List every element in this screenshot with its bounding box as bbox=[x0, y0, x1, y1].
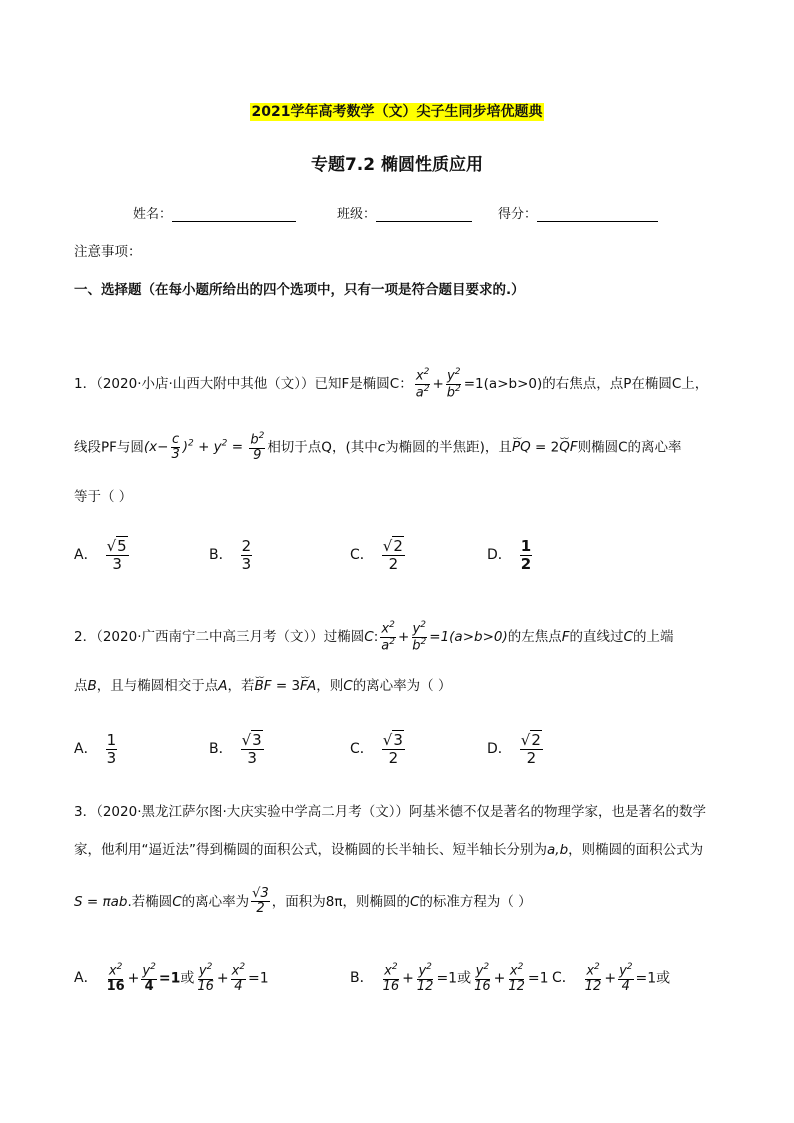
banner bbox=[0, 101, 794, 121]
q1-line2: 线段PF与圆(x− $\frac{c}{3}$ )$^2 + y^2$ = $\frac{b^2}{9}$ 相切于点Q，(其中c为椭圆的半焦距)，且⌣⌣ PQ = 2⌣⌣ QF则椭圆C的离心率 bbox=[74, 432, 764, 463]
q2-line2: 点B，且与椭圆相交于点A，若⌣⌣ BF = 3⌣⌣ FA，则C的离心率为（ ） bbox=[74, 676, 764, 696]
name-label: 姓名： bbox=[133, 207, 173, 222]
class-label: 班级： bbox=[337, 207, 377, 222]
notice-label: 注意事项： bbox=[74, 244, 142, 260]
q3-option-b[interactable]: B． $\frac{x^2}{16}$ + $\frac{y^2}{12}$ =1或 $\frac{y^2}{16}$ + $\frac{x^2}{12}$ =1 bbox=[350, 962, 549, 994]
q1-option-a[interactable]: A． $\frac{√5}{3}$ bbox=[74, 537, 127, 573]
q3-option-a[interactable]: A． $\frac{x^2}{16}$ + $\frac{y^2}{4}$ =1或 $\frac{y^2}{16}$ + $\frac{x^2}{4}$ =1 bbox=[74, 962, 269, 994]
q2-option-d[interactable]: D． $\frac{√2}{2}$ bbox=[487, 731, 541, 767]
q1-option-d[interactable]: D． $\frac{1}{2}$ bbox=[487, 537, 532, 573]
section-heading: 一、选择题（在每小题所给出的四个选项中，只有一项是符合题目要求的.） bbox=[74, 282, 525, 298]
q1-line3: 等于（ ） bbox=[74, 489, 133, 505]
q2-line1: 2．（2020·广西南宁二中高三月考（文））过椭圆C: $\frac{x^2}{a^2}$ + $\frac{y^2}{b^2}$ =1(a>b>0)的左焦点F的直线过C的上端 bbox=[74, 620, 674, 653]
q2-option-a[interactable]: A． $\frac{1}{3}$ bbox=[74, 731, 117, 767]
q3-option-c[interactable]: C． $\frac{x^2}{12}$ + $\frac{y^2}{4}$ =1或 bbox=[552, 962, 671, 994]
page-title: 专题7.2 椭圆性质应用 bbox=[310, 155, 484, 175]
q1-option-c[interactable]: C． $\frac{√2}{2}$ bbox=[350, 537, 403, 573]
name-field[interactable] bbox=[133, 203, 296, 222]
banner-text: 2021学年高考数学（文）尖子生同步培优题典 bbox=[251, 104, 543, 120]
score-label: 得分： bbox=[498, 207, 538, 222]
q3-line1: 3．（2020·黑龙江萨尔图·大庆实验中学高二月考（文））阿基米德不仅是著名的物理学家，也是著名的数学 bbox=[74, 804, 707, 820]
q2-option-c[interactable]: C． $\frac{√3}{2}$ bbox=[350, 731, 403, 767]
score-field[interactable] bbox=[498, 203, 658, 222]
q1-line1: 1．（2020·小店·山西大附中其他（文））已知F是椭圆C： $\frac{x^2}{a^2}$ + $\frac{y^2}{b^2}$ =1(a>b>0)的右焦点，点P在椭圆C上， bbox=[74, 367, 709, 400]
q3-line3: S = πab.若椭圆C的离心率为 $\frac{√3}{2}$ ，面积为8π，则椭圆的C的标准方程为（ ） bbox=[74, 886, 532, 917]
q2-option-b[interactable]: B． $\frac{√3}{3}$ bbox=[209, 731, 262, 767]
q1-option-b[interactable]: B． $\frac{2}{3}$ bbox=[209, 537, 252, 573]
q3-line2: 家，他利用“逼近法”得到椭圆的面积公式，设椭圆的长半轴长、短半轴长分别为a,b，则椭圆的面积公式为 bbox=[74, 842, 704, 858]
class-field[interactable] bbox=[337, 203, 472, 222]
